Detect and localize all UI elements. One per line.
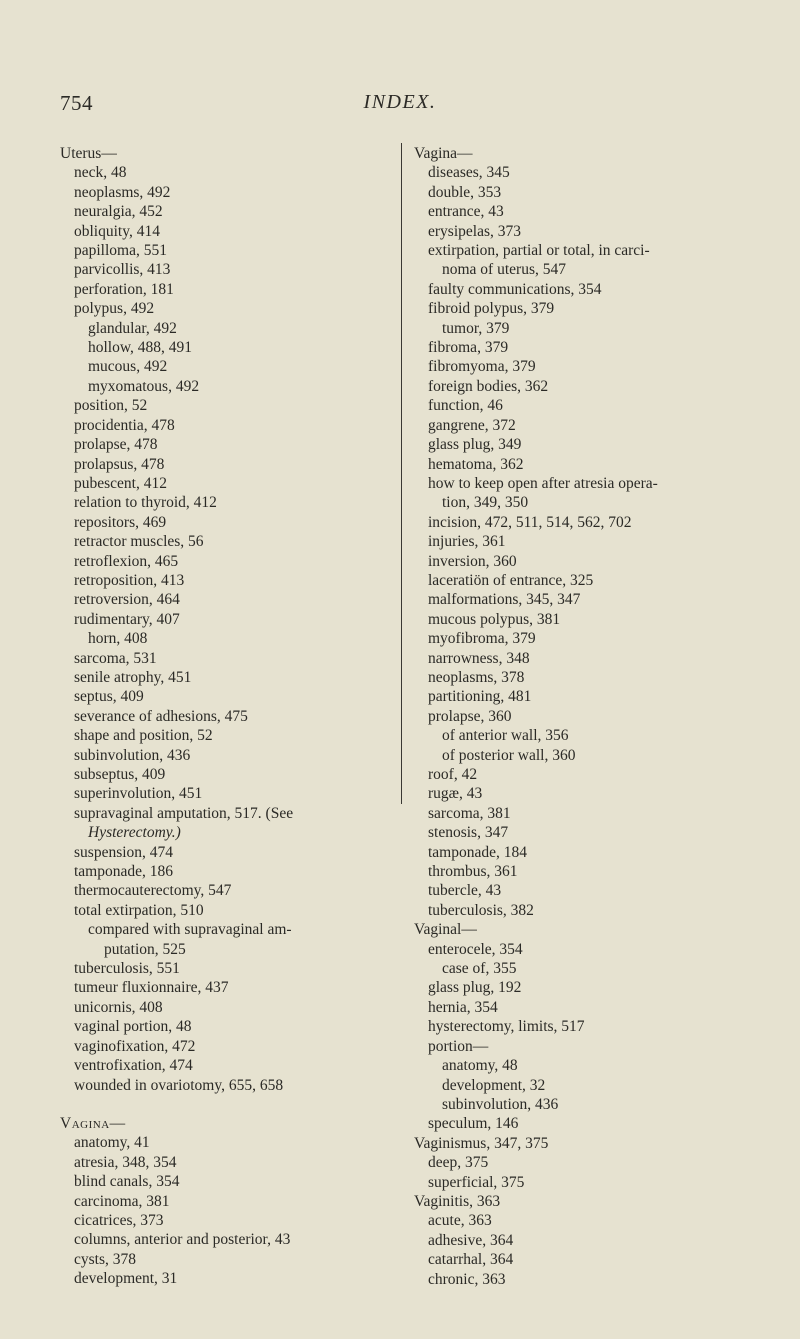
index-entry: retroflexion, 465 bbox=[74, 552, 179, 570]
index-subentry: of posterior wall, 360 bbox=[442, 746, 576, 764]
index-subentry: case of, 355 bbox=[442, 960, 517, 978]
index-entry: partitioning, 481 bbox=[428, 688, 532, 706]
index-subentry: of anterior wall, 356 bbox=[442, 727, 569, 745]
right-column bbox=[414, 144, 744, 1289]
index-entry: development, 31 bbox=[74, 1270, 178, 1288]
page-number: 754 bbox=[60, 91, 93, 115]
index-entry: acute, 363 bbox=[428, 1212, 492, 1230]
index-entry: prolapse, 360 bbox=[428, 707, 512, 725]
index-entry: tuberculosis, 551 bbox=[74, 960, 180, 978]
index-entry: faulty communications, 354 bbox=[428, 280, 602, 298]
index-subentry: horn, 408 bbox=[88, 630, 148, 648]
index-entry: fibromyoma, 379 bbox=[428, 358, 536, 376]
index-entry: roof, 42 bbox=[428, 766, 478, 783]
index-entry: portion— bbox=[428, 1037, 489, 1055]
index-entry: retractor muscles, 56 bbox=[74, 533, 204, 551]
index-heading: Vaginal— bbox=[414, 921, 477, 939]
index-entry: septus, 409 bbox=[74, 688, 144, 706]
index-entry: columns, anterior and posterior, 43 bbox=[74, 1231, 291, 1249]
index-entry: carcinoma, 381 bbox=[74, 1192, 170, 1210]
index-entry: subinvolution, 436 bbox=[74, 746, 191, 764]
index-entry: narrowness, 348 bbox=[428, 649, 530, 667]
index-entry: prolapse, 478 bbox=[74, 436, 158, 454]
index-subentry: myxomatous, 492 bbox=[88, 377, 200, 395]
index-entry: incision, 472, 511, 514, 562, 702 bbox=[428, 513, 632, 531]
index-entry: pubescent, 412 bbox=[74, 474, 167, 492]
index-heading: Vagina— bbox=[414, 145, 473, 162]
index-entry: subseptus, 409 bbox=[74, 766, 166, 783]
index-entry: total extirpation, 510 bbox=[74, 901, 204, 919]
index-entry: tubercle, 43 bbox=[428, 882, 502, 900]
index-entry: extirpation, partial or total, in carci- bbox=[428, 242, 650, 260]
index-entry: blind canals, 354 bbox=[74, 1173, 180, 1191]
index-entry: myofibroma, 379 bbox=[428, 630, 536, 648]
index-entry: senile atrophy, 451 bbox=[74, 668, 192, 686]
index-entry: retroversion, 464 bbox=[74, 591, 180, 609]
index-subentry: glandular, 492 bbox=[88, 319, 177, 337]
index-entry: superficial, 375 bbox=[428, 1173, 525, 1191]
index-entry: shape and position, 52 bbox=[74, 727, 213, 745]
index-entry: fibroma, 379 bbox=[428, 339, 509, 357]
index-entry: procidentia, 478 bbox=[74, 416, 175, 434]
index-entry-continuation: putation, 525 bbox=[104, 940, 186, 958]
index-entry: chronic, 363 bbox=[428, 1270, 506, 1288]
index-entry: neoplasms, 492 bbox=[74, 183, 171, 201]
index-entry: hernia, 354 bbox=[428, 998, 498, 1016]
index-entry: hysterectomy, limits, 517 bbox=[428, 1018, 585, 1036]
index-subentry: mucous, 492 bbox=[88, 358, 168, 376]
index-entry: relation to thyroid, 412 bbox=[74, 494, 217, 512]
running-head: INDEX. bbox=[363, 91, 437, 113]
index-entry: prolapsus, 478 bbox=[74, 455, 165, 473]
index-entry: supravaginal amputation, 517. (See bbox=[74, 804, 294, 822]
index-entry: thrombus, 361 bbox=[428, 863, 518, 881]
index-entry: severance of adhesions, 475 bbox=[74, 707, 248, 725]
index-entry: mucous polypus, 381 bbox=[428, 610, 561, 628]
index-subentry: subinvolution, 436 bbox=[442, 1095, 559, 1113]
index-entry: hematoma, 362 bbox=[428, 455, 524, 473]
index-heading: Vaginitis, 363 bbox=[414, 1192, 501, 1210]
index-entry: inversion, 360 bbox=[428, 552, 517, 570]
index-entry: laceratiön of entrance, 325 bbox=[428, 571, 594, 589]
index-entry: suspension, 474 bbox=[74, 843, 174, 861]
index-entry: stenosis, 347 bbox=[428, 824, 509, 842]
index-entry: tumeur fluxionnaire, 437 bbox=[74, 979, 229, 997]
index-entry: parvicollis, 413 bbox=[74, 261, 171, 279]
index-entry: speculum, 146 bbox=[428, 1115, 519, 1133]
index-entry: tamponade, 184 bbox=[428, 843, 528, 861]
cross-reference: Hysterectomy.) bbox=[88, 824, 181, 842]
index-entry: enterocele, 354 bbox=[428, 940, 523, 958]
index-entry: retroposition, 413 bbox=[74, 571, 185, 589]
index-heading: Uterus— bbox=[60, 145, 117, 162]
index-entry: deep, 375 bbox=[428, 1154, 489, 1172]
index-entry: entrance, 43 bbox=[428, 203, 504, 221]
index-entry: adhesive, 364 bbox=[428, 1231, 514, 1249]
index-entry: diseases, 345 bbox=[428, 164, 510, 182]
index-entry: gangrene, 372 bbox=[428, 416, 516, 434]
index-entry: how to keep open after atresia opera- bbox=[428, 474, 658, 492]
index-entry: cicatrices, 373 bbox=[74, 1211, 164, 1229]
index-entry: catarrhal, 364 bbox=[428, 1251, 514, 1269]
index-entry-continuation bbox=[60, 823, 400, 842]
index-subentry: development, 32 bbox=[442, 1076, 546, 1094]
index-entry: tuberculosis, 382 bbox=[428, 901, 534, 919]
index-entry: polypus, 492 bbox=[74, 300, 155, 318]
index-entry: vaginal portion, 48 bbox=[74, 1018, 192, 1036]
index-entry: ventrofixation, 474 bbox=[74, 1057, 193, 1075]
index-entry: neoplasms, 378 bbox=[428, 668, 525, 686]
left-column bbox=[60, 144, 400, 1289]
index-entry: repositors, 469 bbox=[74, 513, 167, 531]
index-entry: vaginofixation, 472 bbox=[74, 1037, 196, 1055]
index-entry: anatomy, 41 bbox=[74, 1134, 150, 1152]
index-entry: papilloma, 551 bbox=[74, 242, 167, 260]
index-subentry: tumor, 379 bbox=[442, 319, 510, 337]
index-subentry: compared with supravaginal am- bbox=[88, 921, 292, 939]
index-entry: perforation, 181 bbox=[74, 280, 174, 298]
index-entry: sarcoma, 531 bbox=[74, 649, 157, 667]
index-entry: thermocauterectomy, 547 bbox=[74, 882, 232, 900]
index-entry: glass plug, 192 bbox=[428, 979, 522, 997]
index-entry: malformations, 345, 347 bbox=[428, 591, 581, 609]
index-entry: position, 52 bbox=[74, 397, 148, 415]
index-entry: obliquity, 414 bbox=[74, 222, 160, 240]
index-subentry: anatomy, 48 bbox=[442, 1057, 518, 1075]
index-entry-continuation: noma of uterus, 547 bbox=[442, 261, 566, 279]
index-entry: unicornis, 408 bbox=[74, 998, 163, 1016]
index-entry: function, 46 bbox=[428, 397, 503, 415]
index-entry: glass plug, 349 bbox=[428, 436, 522, 454]
index-entry: cysts, 378 bbox=[74, 1250, 136, 1268]
index-heading: Vaginismus, 347, 375 bbox=[414, 1134, 549, 1152]
index-entry: double, 353 bbox=[428, 183, 502, 201]
index-entry: rugæ, 43 bbox=[428, 785, 483, 803]
index-entry: superinvolution, 451 bbox=[74, 785, 203, 803]
index-entry: injuries, 361 bbox=[428, 533, 506, 551]
index-entry: tamponade, 186 bbox=[74, 863, 174, 881]
index-entry: neck, 48 bbox=[74, 164, 127, 182]
index-heading: Vagina— bbox=[60, 1114, 126, 1132]
index-entry: neuralgia, 452 bbox=[74, 203, 163, 221]
index-entry: rudimentary, 407 bbox=[74, 610, 180, 628]
index-entry: sarcoma, 381 bbox=[428, 804, 511, 822]
column-divider bbox=[401, 143, 402, 804]
index-entry: wounded in ovariotomy, 655, 658 bbox=[74, 1076, 284, 1094]
index-entry-continuation: tion, 349, 350 bbox=[442, 494, 529, 512]
index-entry: foreign bodies, 362 bbox=[428, 377, 549, 395]
index-entry: erysipelas, 373 bbox=[428, 222, 521, 240]
index-entry: fibroid polypus, 379 bbox=[428, 300, 555, 318]
index-subentry: hollow, 488, 491 bbox=[88, 339, 193, 357]
index-entry: atresia, 348, 354 bbox=[74, 1153, 177, 1171]
